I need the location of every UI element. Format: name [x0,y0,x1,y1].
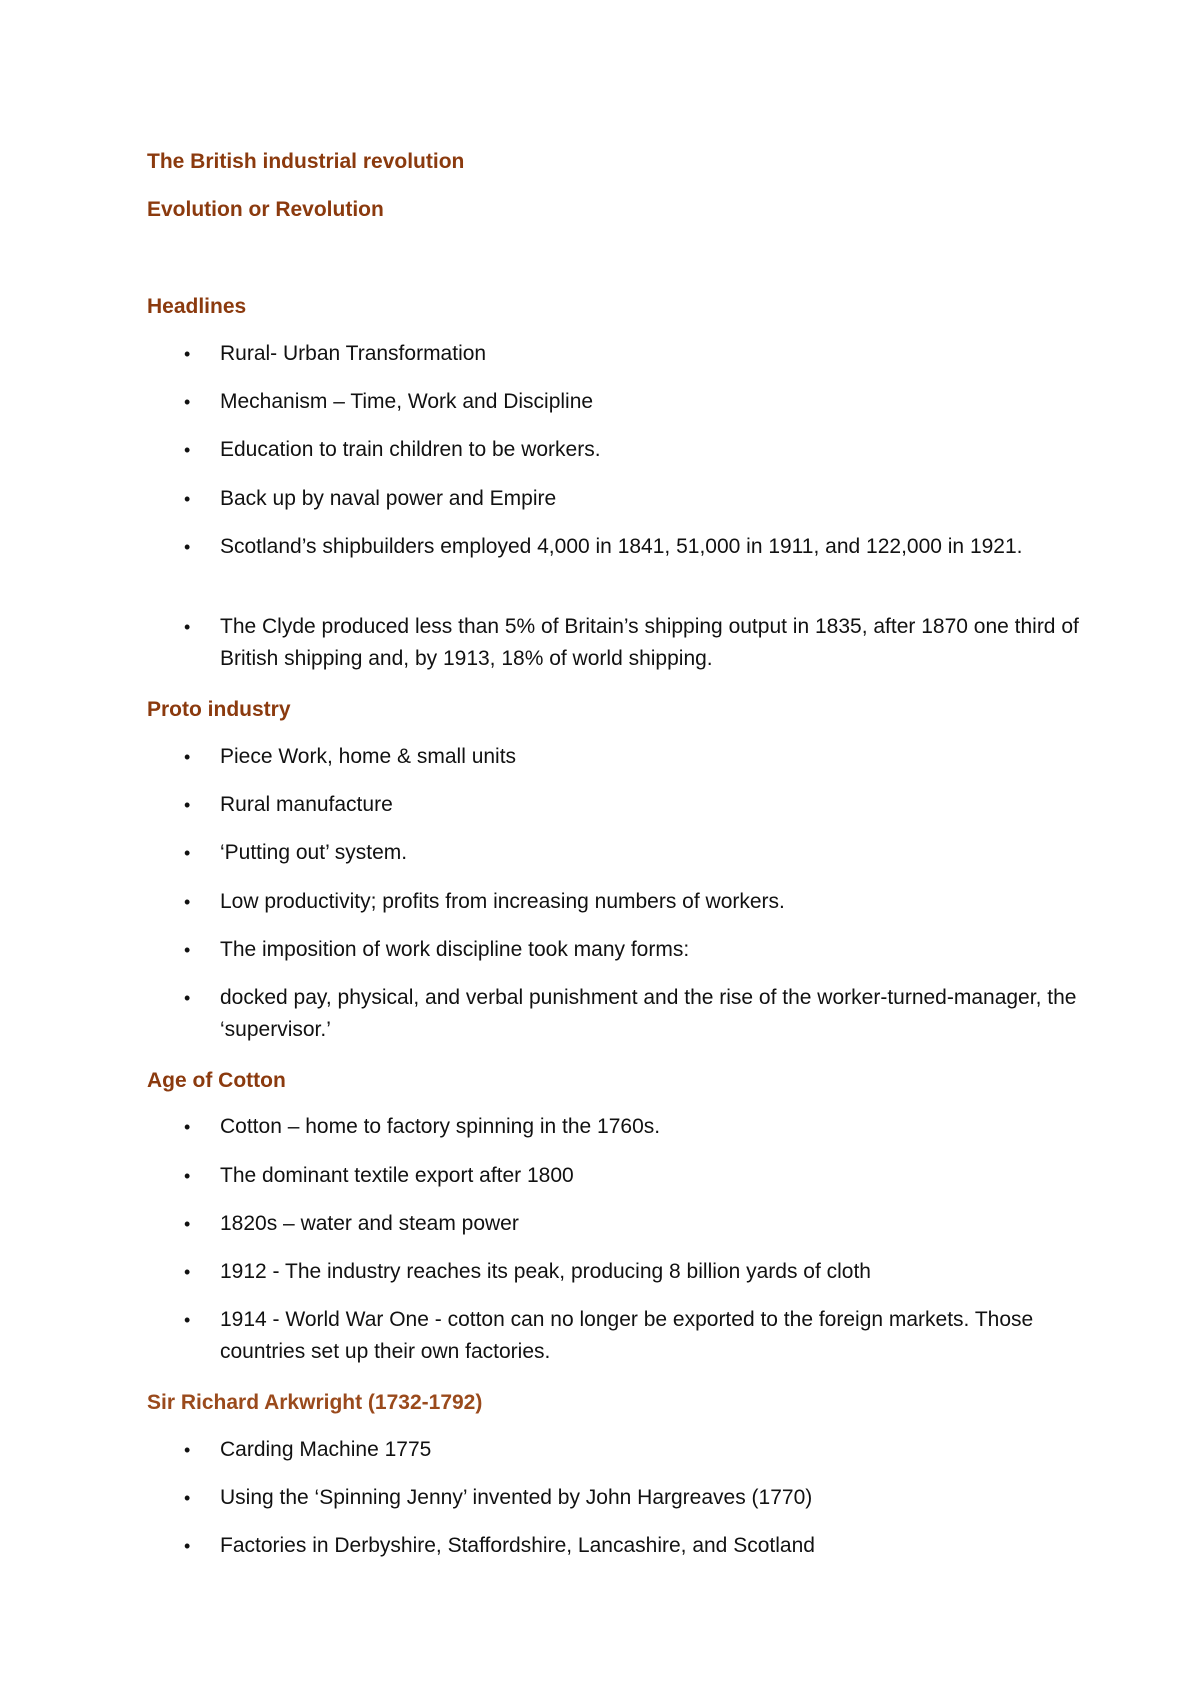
bullet-icon: • [184,1166,191,1186]
section-heading-proto-industry: Proto industry [147,698,291,721]
list-item-text: The dominant textile export after 1800 [220,1164,574,1187]
bullet-icon: • [184,843,191,863]
bullet-icon: • [184,795,191,815]
list-item-text: Using the ‘Spinning Jenny’ invented by John Hargreaves (1770) [220,1486,813,1509]
section-heading-headlines: Headlines [147,295,247,318]
bullet-icon: • [184,392,191,412]
bullet-icon: • [184,940,191,960]
bullet-icon: • [184,1214,191,1234]
bullet-icon: • [184,1262,191,1282]
section-heading-arkwright: Sir Richard Arkwright (1732-1792) [147,1391,483,1414]
bullet-icon: • [184,1310,191,1330]
bullet-icon: • [184,1117,191,1137]
bullet-icon: • [184,344,191,364]
list-item-text: The Clyde produced less than 5% of Britain’s shipping output in 1835, after 1870 one third of British shipping and, by 1913, 18% of world shipping. [220,615,1079,670]
bullet-icon: • [184,988,191,1008]
list-item-text: Rural manufacture [220,793,393,816]
list-item-text: Carding Machine 1775 [220,1438,432,1461]
bullet-icon: • [184,747,191,767]
list-item-text: Back up by naval power and Empire [220,487,557,510]
list-item-text: Scotland’s shipbuilders employed 4,000 in 1841, 51,000 in 1911, and 122,000 in 1921. [220,535,1023,558]
bullet-icon: • [184,537,191,557]
list-item-text: Mechanism – Time, Work and Discipline [220,390,594,413]
list-item-text: ‘Putting out’ system. [220,841,408,864]
bullet-icon: • [184,1440,191,1460]
list-item-text: Cotton – home to factory spinning in the 1760s. [220,1115,661,1138]
bullet-icon: • [184,1536,191,1556]
bullet-icon: • [184,617,191,637]
list-item-text: 1914 - World War One - cotton can no longer be exported to the foreign markets. Those countries set up their own factories. [220,1308,1034,1363]
list-item-text: The imposition of work discipline took many forms: [220,938,690,961]
bullet-icon: • [184,489,191,509]
list-item-text: Factories in Derbyshire, Staffordshire, Lancashire, and Scotland [220,1534,815,1557]
section-heading-age-of-cotton: Age of Cotton [147,1069,286,1092]
list-item-text: docked pay, physical, and verbal punishment and the rise of the worker-turned-manager, the ‘supervisor.’ [220,986,1077,1041]
bullet-icon: • [184,1488,191,1508]
bullet-icon: • [184,892,191,912]
list-item-text: 1912 - The industry reaches its peak, producing 8 billion yards of cloth [220,1260,871,1283]
list-item-text: Low productivity; profits from increasing numbers of workers. [220,890,785,913]
list-item-text: 1820s – water and steam power [220,1212,519,1235]
document-subtitle: Evolution or Revolution [147,198,384,221]
bullet-icon: • [184,440,191,460]
list-item-text: Education to train children to be workers. [220,438,601,461]
list-item-text: Piece Work, home & small units [220,745,517,768]
list-item-text: Rural- Urban Transformation [220,342,487,365]
document-title: The British industrial revolution [147,150,465,173]
